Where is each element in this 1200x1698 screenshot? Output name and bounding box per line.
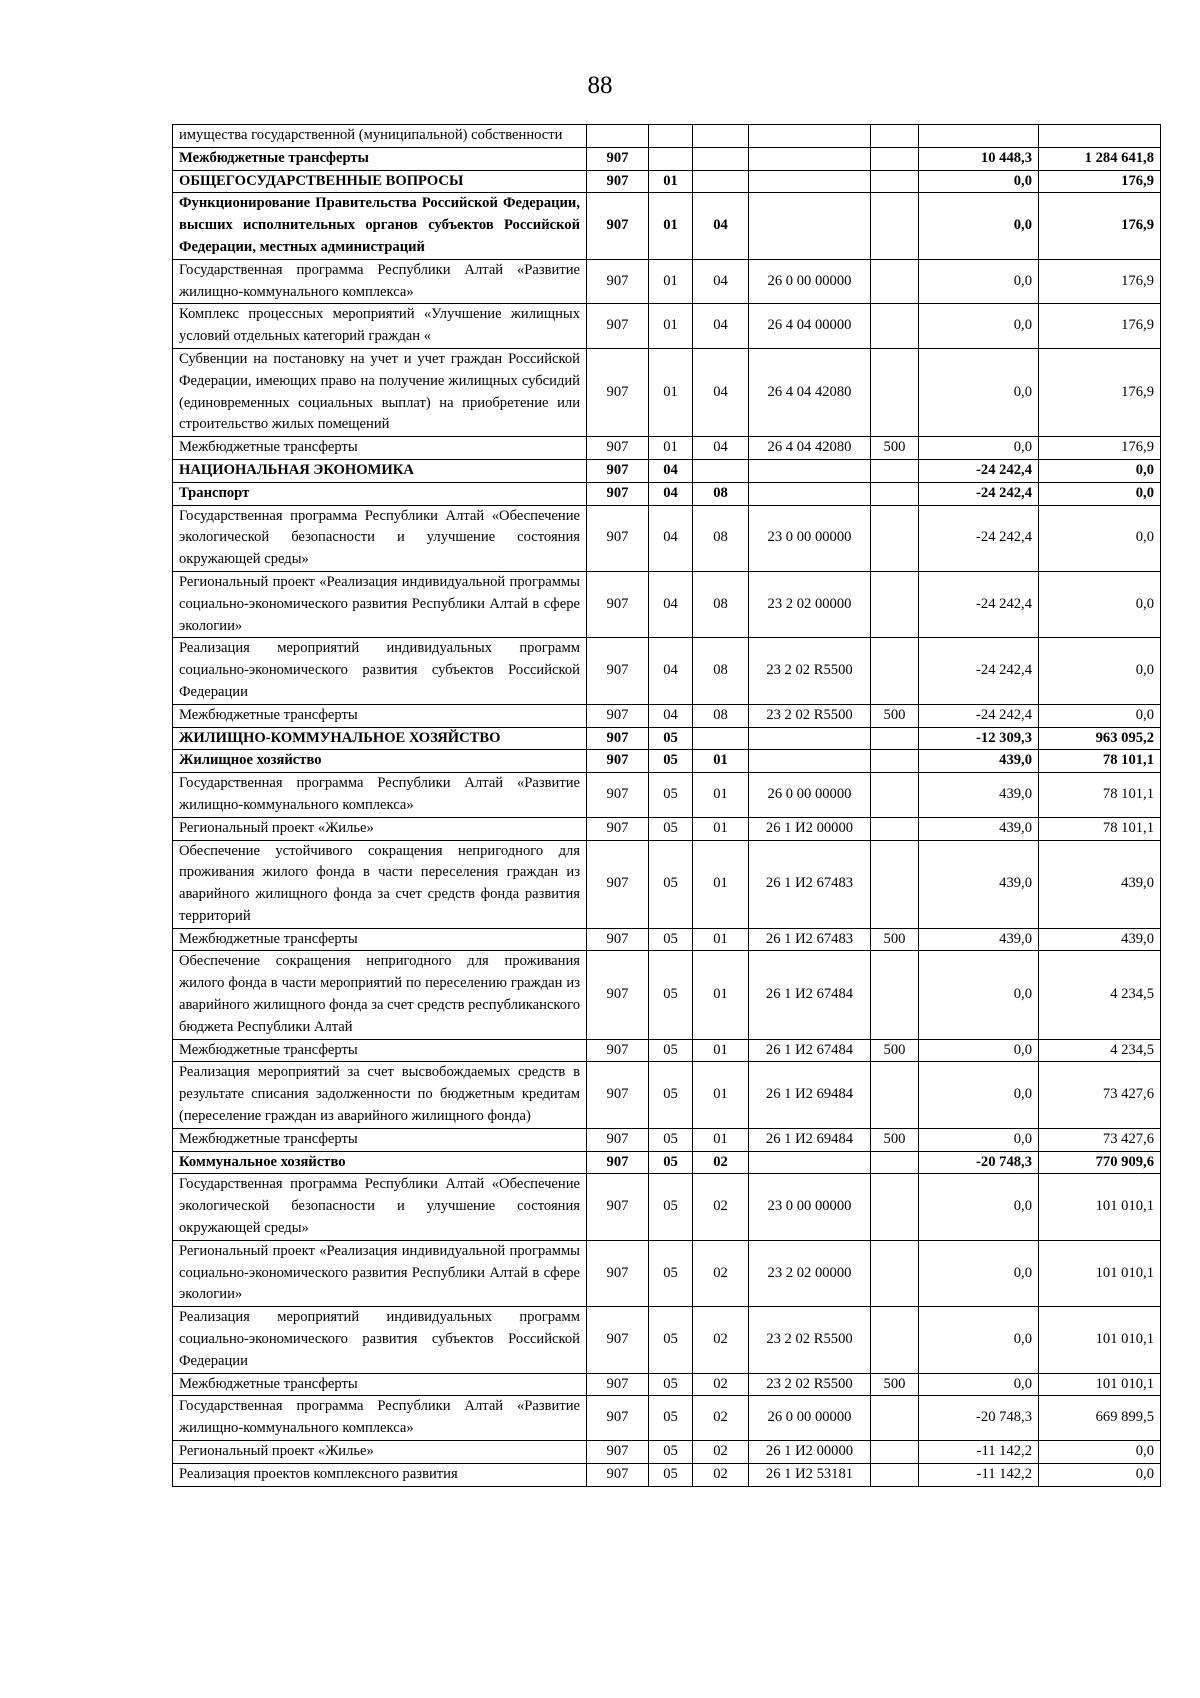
- row-expense-type: [871, 193, 919, 259]
- row-section-code: 05: [649, 727, 693, 750]
- row-section-code: [649, 147, 693, 170]
- row-name: Государственная программа Республики Алтай «Обеспечение экологической безопасности и улучшение состояния окружающей среды»: [173, 505, 587, 571]
- row-subsection-code: 08: [693, 704, 749, 727]
- row-section-code: 04: [649, 482, 693, 505]
- row-sum-2: 176,9: [1039, 259, 1161, 304]
- row-section-code: 01: [649, 259, 693, 304]
- row-sum-2: 176,9: [1039, 437, 1161, 460]
- row-expense-type: [871, 951, 919, 1039]
- row-expense-type: [871, 817, 919, 840]
- row-grbs-code: 907: [587, 304, 649, 349]
- row-sum-2: 78 101,1: [1039, 817, 1161, 840]
- row-grbs-code: 907: [587, 928, 649, 951]
- row-target-article: 23 2 02 00000: [749, 1240, 871, 1306]
- table-row: [173, 147, 1161, 170]
- row-target-article: [749, 750, 871, 773]
- row-grbs-code: 907: [587, 951, 649, 1039]
- row-sum-1: 439,0: [919, 840, 1039, 928]
- table-row: [173, 928, 1161, 951]
- row-name: Реализация мероприятий за счет высвобождаемых средств в результате списания задолженности по бюджетным кредитам (переселение граждан из аварийного жилищного фонда): [173, 1062, 587, 1128]
- row-name: ЖИЛИЩНО-КОММУНАЛЬНОЕ ХОЗЯЙСТВО: [173, 727, 587, 750]
- row-section-code: 05: [649, 750, 693, 773]
- row-name: Региональный проект «Реализация индивидуальной программы социально-экономического развития Республики Алтай в сфере экологии»: [173, 571, 587, 637]
- row-expense-type: [871, 773, 919, 818]
- row-expense-type: [871, 259, 919, 304]
- row-grbs-code: 907: [587, 505, 649, 571]
- row-subsection-code: [693, 125, 749, 148]
- row-sum-2: 101 010,1: [1039, 1307, 1161, 1373]
- row-grbs-code: 907: [587, 571, 649, 637]
- row-section-code: 05: [649, 1062, 693, 1128]
- row-subsection-code: [693, 727, 749, 750]
- row-sum-1: 439,0: [919, 817, 1039, 840]
- row-sum-1: -24 242,4: [919, 482, 1039, 505]
- table-row: [173, 750, 1161, 773]
- row-grbs-code: 907: [587, 727, 649, 750]
- row-name: НАЦИОНАЛЬНАЯ ЭКОНОМИКА: [173, 459, 587, 482]
- row-grbs-code: 907: [587, 170, 649, 193]
- row-grbs-code: 907: [587, 1128, 649, 1151]
- row-sum-1: 439,0: [919, 773, 1039, 818]
- row-subsection-code: 01: [693, 817, 749, 840]
- row-grbs-code: 907: [587, 1441, 649, 1464]
- row-grbs-code: 907: [587, 482, 649, 505]
- table-row: [173, 193, 1161, 259]
- row-subsection-code: 01: [693, 750, 749, 773]
- row-sum-2: 101 010,1: [1039, 1174, 1161, 1240]
- row-sum-2: 0,0: [1039, 505, 1161, 571]
- row-expense-type: [871, 840, 919, 928]
- row-grbs-code: 907: [587, 1463, 649, 1486]
- row-expense-type: [871, 459, 919, 482]
- row-target-article: 26 1 И2 53181: [749, 1463, 871, 1486]
- table-row: [173, 817, 1161, 840]
- row-target-article: 26 1 И2 67484: [749, 951, 871, 1039]
- row-section-code: 04: [649, 704, 693, 727]
- row-subsection-code: 08: [693, 571, 749, 637]
- row-section-code: 05: [649, 1039, 693, 1062]
- table-row: [173, 304, 1161, 349]
- row-expense-type: [871, 1151, 919, 1174]
- row-grbs-code: 907: [587, 704, 649, 727]
- row-target-article: [749, 170, 871, 193]
- row-sum-2: 0,0: [1039, 1463, 1161, 1486]
- row-target-article: 23 2 02 R5500: [749, 638, 871, 704]
- row-target-article: 26 1 И2 00000: [749, 817, 871, 840]
- table-row: [173, 1151, 1161, 1174]
- row-sum-1: 0,0: [919, 1128, 1039, 1151]
- row-section-code: 04: [649, 459, 693, 482]
- table-row: [173, 1463, 1161, 1486]
- row-subsection-code: 08: [693, 482, 749, 505]
- page-number: 88: [587, 72, 613, 99]
- row-sum-1: 0,0: [919, 304, 1039, 349]
- row-subsection-code: 01: [693, 1062, 749, 1128]
- row-grbs-code: 907: [587, 638, 649, 704]
- row-subsection-code: [693, 459, 749, 482]
- row-sum-2: 0,0: [1039, 704, 1161, 727]
- row-name: Межбюджетные трансферты: [173, 704, 587, 727]
- row-section-code: 01: [649, 304, 693, 349]
- row-section-code: 04: [649, 571, 693, 637]
- table-row: [173, 951, 1161, 1039]
- row-subsection-code: 08: [693, 638, 749, 704]
- row-subsection-code: 04: [693, 348, 749, 436]
- row-expense-type: 500: [871, 1128, 919, 1151]
- row-name: Межбюджетные трансферты: [173, 437, 587, 460]
- row-section-code: 05: [649, 1174, 693, 1240]
- row-sum-2: 73 427,6: [1039, 1128, 1161, 1151]
- row-sum-1: 0,0: [919, 437, 1039, 460]
- row-subsection-code: 02: [693, 1307, 749, 1373]
- row-section-code: 05: [649, 1151, 693, 1174]
- row-grbs-code: 907: [587, 750, 649, 773]
- row-grbs-code: 907: [587, 437, 649, 460]
- row-sum-2: 439,0: [1039, 840, 1161, 928]
- row-grbs-code: 907: [587, 840, 649, 928]
- row-target-article: 26 0 00 00000: [749, 259, 871, 304]
- row-target-article: 26 1 И2 67484: [749, 1039, 871, 1062]
- row-name: Реализация проектов комплексного развития: [173, 1463, 587, 1486]
- row-target-article: 26 4 04 42080: [749, 348, 871, 436]
- row-subsection-code: 02: [693, 1463, 749, 1486]
- row-section-code: 05: [649, 1396, 693, 1441]
- row-sum-1: -24 242,4: [919, 505, 1039, 571]
- row-sum-2: 0,0: [1039, 482, 1161, 505]
- table-row: [173, 840, 1161, 928]
- row-section-code: 04: [649, 505, 693, 571]
- row-section-code: 05: [649, 840, 693, 928]
- row-sum-2: 176,9: [1039, 304, 1161, 349]
- row-subsection-code: 01: [693, 951, 749, 1039]
- row-name: Реализация мероприятий индивидуальных программ социально-экономического развития субъектов Российской Федерации: [173, 1307, 587, 1373]
- row-sum-1: 0,0: [919, 1240, 1039, 1306]
- row-target-article: [749, 727, 871, 750]
- row-section-code: 05: [649, 1128, 693, 1151]
- row-expense-type: [871, 304, 919, 349]
- table-row: [173, 1128, 1161, 1151]
- row-target-article: 26 1 И2 69484: [749, 1128, 871, 1151]
- row-name: ОБЩЕГОСУДАРСТВЕННЫЕ ВОПРОСЫ: [173, 170, 587, 193]
- row-sum-2: 963 095,2: [1039, 727, 1161, 750]
- row-target-article: [749, 1151, 871, 1174]
- row-section-code: 05: [649, 773, 693, 818]
- table-row: [173, 773, 1161, 818]
- row-name: Функционирование Правительства Российской Федерации, высших исполнительных органов субъектов Российской Федерации, местных администраций: [173, 193, 587, 259]
- row-section-code: 01: [649, 437, 693, 460]
- row-target-article: [749, 147, 871, 170]
- row-sum-1: 0,0: [919, 1039, 1039, 1062]
- row-subsection-code: [693, 147, 749, 170]
- row-expense-type: [871, 1307, 919, 1373]
- row-target-article: 23 0 00 00000: [749, 1174, 871, 1240]
- row-target-article: 26 1 И2 69484: [749, 1062, 871, 1128]
- row-grbs-code: 907: [587, 1307, 649, 1373]
- row-subsection-code: 02: [693, 1396, 749, 1441]
- row-target-article: 26 4 04 00000: [749, 304, 871, 349]
- row-sum-2: 0,0: [1039, 571, 1161, 637]
- row-sum-1: 439,0: [919, 928, 1039, 951]
- row-expense-type: 500: [871, 1373, 919, 1396]
- row-target-article: [749, 459, 871, 482]
- row-sum-2: 4 234,5: [1039, 1039, 1161, 1062]
- table-row: [173, 125, 1161, 148]
- table-row: [173, 1307, 1161, 1373]
- row-sum-1: 0,0: [919, 1373, 1039, 1396]
- row-expense-type: [871, 571, 919, 637]
- row-sum-1: 0,0: [919, 951, 1039, 1039]
- row-expense-type: [871, 170, 919, 193]
- table-row: [173, 1039, 1161, 1062]
- row-sum-2: [1039, 125, 1161, 148]
- row-target-article: 26 4 04 42080: [749, 437, 871, 460]
- row-grbs-code: 907: [587, 817, 649, 840]
- row-expense-type: [871, 505, 919, 571]
- row-name: Государственная программа Республики Алтай «Обеспечение экологической безопасности и улучшение состояния окружающей среды»: [173, 1174, 587, 1240]
- row-target-article: 23 2 02 R5500: [749, 1307, 871, 1373]
- row-section-code: 01: [649, 193, 693, 259]
- row-grbs-code: 907: [587, 348, 649, 436]
- row-grbs-code: 907: [587, 147, 649, 170]
- row-sum-1: 0,0: [919, 170, 1039, 193]
- row-sum-2: 0,0: [1039, 1441, 1161, 1464]
- row-expense-type: [871, 348, 919, 436]
- table-row: [173, 459, 1161, 482]
- row-subsection-code: 02: [693, 1373, 749, 1396]
- row-grbs-code: 907: [587, 1373, 649, 1396]
- row-sum-2: 439,0: [1039, 928, 1161, 951]
- row-expense-type: 500: [871, 437, 919, 460]
- row-sum-1: -11 142,2: [919, 1441, 1039, 1464]
- row-sum-2: 669 899,5: [1039, 1396, 1161, 1441]
- row-name: Комплекс процессных мероприятий «Улучшение жилищных условий отдельных категорий граждан «: [173, 304, 587, 349]
- row-subsection-code: 01: [693, 773, 749, 818]
- row-expense-type: 500: [871, 1039, 919, 1062]
- row-expense-type: [871, 125, 919, 148]
- table-row: [173, 1174, 1161, 1240]
- row-name: Субвенции на постановку на учет и учет граждан Российской Федерации, имеющих право на получение жилищных субсидий (единовременных социальных выплат) на приобретение или строительство жилых помещений: [173, 348, 587, 436]
- row-sum-2: 73 427,6: [1039, 1062, 1161, 1128]
- row-subsection-code: [693, 170, 749, 193]
- row-grbs-code: 907: [587, 1240, 649, 1306]
- row-grbs-code: [587, 125, 649, 148]
- row-sum-2: 78 101,1: [1039, 750, 1161, 773]
- row-subsection-code: 01: [693, 928, 749, 951]
- row-name: Транспорт: [173, 482, 587, 505]
- row-name: Межбюджетные трансферты: [173, 928, 587, 951]
- row-section-code: 05: [649, 1441, 693, 1464]
- table-row: [173, 259, 1161, 304]
- row-subsection-code: 01: [693, 840, 749, 928]
- row-section-code: [649, 125, 693, 148]
- row-sum-2: 770 909,6: [1039, 1151, 1161, 1174]
- table-row: [173, 1441, 1161, 1464]
- row-sum-2: 101 010,1: [1039, 1240, 1161, 1306]
- row-section-code: 01: [649, 170, 693, 193]
- row-sum-2: 176,9: [1039, 193, 1161, 259]
- table-row: [173, 505, 1161, 571]
- row-section-code: 04: [649, 638, 693, 704]
- row-target-article: 26 0 00 00000: [749, 1396, 871, 1441]
- row-subsection-code: 02: [693, 1151, 749, 1174]
- table-row: [173, 1396, 1161, 1441]
- row-sum-2: 78 101,1: [1039, 773, 1161, 818]
- row-sum-2: 0,0: [1039, 459, 1161, 482]
- row-expense-type: 500: [871, 928, 919, 951]
- row-sum-1: 10 448,3: [919, 147, 1039, 170]
- row-name: Государственная программа Республики Алтай «Развитие жилищно-коммунального комплекса»: [173, 259, 587, 304]
- row-section-code: 05: [649, 1373, 693, 1396]
- row-name: Региональный проект «Жилье»: [173, 817, 587, 840]
- row-name: Коммунальное хозяйство: [173, 1151, 587, 1174]
- row-grbs-code: 907: [587, 1396, 649, 1441]
- row-expense-type: [871, 1062, 919, 1128]
- row-target-article: 23 2 02 R5500: [749, 1373, 871, 1396]
- row-grbs-code: 907: [587, 193, 649, 259]
- row-sum-1: [919, 125, 1039, 148]
- row-name: Государственная программа Республики Алтай «Развитие жилищно-коммунального комплекса»: [173, 773, 587, 818]
- row-expense-type: [871, 1441, 919, 1464]
- row-subsection-code: 02: [693, 1174, 749, 1240]
- row-target-article: 26 1 И2 67483: [749, 840, 871, 928]
- row-name: Межбюджетные трансферты: [173, 1373, 587, 1396]
- row-sum-1: -20 748,3: [919, 1396, 1039, 1441]
- table-row: [173, 437, 1161, 460]
- row-section-code: 05: [649, 928, 693, 951]
- row-section-code: 05: [649, 817, 693, 840]
- row-sum-1: 0,0: [919, 1307, 1039, 1373]
- row-target-article: [749, 125, 871, 148]
- row-expense-type: 500: [871, 704, 919, 727]
- row-sum-1: -20 748,3: [919, 1151, 1039, 1174]
- row-sum-2: 1 284 641,8: [1039, 147, 1161, 170]
- row-expense-type: [871, 750, 919, 773]
- row-name: Межбюджетные трансферты: [173, 1128, 587, 1151]
- row-sum-1: 0,0: [919, 1062, 1039, 1128]
- row-target-article: 26 1 И2 67483: [749, 928, 871, 951]
- budget-table-body: [173, 125, 1161, 1487]
- row-sum-2: 4 234,5: [1039, 951, 1161, 1039]
- row-expense-type: [871, 1174, 919, 1240]
- row-expense-type: [871, 638, 919, 704]
- row-name: Межбюджетные трансферты: [173, 1039, 587, 1062]
- row-sum-1: -11 142,2: [919, 1463, 1039, 1486]
- row-sum-2: 176,9: [1039, 170, 1161, 193]
- row-sum-2: 101 010,1: [1039, 1373, 1161, 1396]
- table-row: [173, 1062, 1161, 1128]
- row-subsection-code: 08: [693, 505, 749, 571]
- row-name: Региональный проект «Реализация индивидуальной программы социально-экономического развития Республики Алтай в сфере экологии»: [173, 1240, 587, 1306]
- table-row: [173, 638, 1161, 704]
- row-expense-type: [871, 1240, 919, 1306]
- row-sum-1: -24 242,4: [919, 571, 1039, 637]
- row-subsection-code: 04: [693, 304, 749, 349]
- row-target-article: 23 0 00 00000: [749, 505, 871, 571]
- row-section-code: 05: [649, 1240, 693, 1306]
- row-name: Жилищное хозяйство: [173, 750, 587, 773]
- row-subsection-code: 04: [693, 259, 749, 304]
- row-sum-1: -24 242,4: [919, 638, 1039, 704]
- row-subsection-code: 02: [693, 1441, 749, 1464]
- row-grbs-code: 907: [587, 1039, 649, 1062]
- row-subsection-code: 04: [693, 437, 749, 460]
- row-sum-1: -12 309,3: [919, 727, 1039, 750]
- row-name: Обеспечение сокращения непригодного для проживания жилого фонда в части мероприятий по переселению граждан из аварийного жилищного фонда за счет средств республиканского бюджета Республики Алтай: [173, 951, 587, 1039]
- row-target-article: 26 1 И2 00000: [749, 1441, 871, 1464]
- row-expense-type: [871, 1396, 919, 1441]
- row-name: Межбюджетные трансферты: [173, 147, 587, 170]
- row-sum-1: -24 242,4: [919, 704, 1039, 727]
- row-name: Региональный проект «Жилье»: [173, 1441, 587, 1464]
- row-subsection-code: 02: [693, 1240, 749, 1306]
- row-subsection-code: 04: [693, 193, 749, 259]
- row-section-code: 01: [649, 348, 693, 436]
- row-name: Реализация мероприятий индивидуальных программ социально-экономического развития субъектов Российской Федерации: [173, 638, 587, 704]
- table-row: [173, 727, 1161, 750]
- table-row: [173, 571, 1161, 637]
- row-sum-1: 0,0: [919, 259, 1039, 304]
- row-sum-1: 0,0: [919, 1174, 1039, 1240]
- row-name: имущества государственной (муниципальной) собственности: [173, 125, 587, 148]
- row-target-article: 23 2 02 00000: [749, 571, 871, 637]
- row-grbs-code: 907: [587, 1062, 649, 1128]
- row-subsection-code: 01: [693, 1039, 749, 1062]
- row-expense-type: [871, 727, 919, 750]
- row-subsection-code: 01: [693, 1128, 749, 1151]
- row-target-article: [749, 193, 871, 259]
- budget-table: [172, 124, 1161, 1487]
- row-sum-1: -24 242,4: [919, 459, 1039, 482]
- row-expense-type: [871, 147, 919, 170]
- table-row: [173, 482, 1161, 505]
- row-target-article: [749, 482, 871, 505]
- row-sum-1: 439,0: [919, 750, 1039, 773]
- table-row: [173, 1373, 1161, 1396]
- table-row: [173, 170, 1161, 193]
- row-expense-type: [871, 482, 919, 505]
- row-target-article: 26 0 00 00000: [749, 773, 871, 818]
- row-grbs-code: 907: [587, 1151, 649, 1174]
- row-name: Государственная программа Республики Алтай «Развитие жилищно-коммунального комплекса»: [173, 1396, 587, 1441]
- table-row: [173, 1240, 1161, 1306]
- row-grbs-code: 907: [587, 259, 649, 304]
- row-grbs-code: 907: [587, 1174, 649, 1240]
- row-sum-1: 0,0: [919, 348, 1039, 436]
- row-section-code: 05: [649, 951, 693, 1039]
- row-section-code: 05: [649, 1307, 693, 1373]
- row-expense-type: [871, 1463, 919, 1486]
- row-grbs-code: 907: [587, 459, 649, 482]
- row-grbs-code: 907: [587, 773, 649, 818]
- row-sum-2: 176,9: [1039, 348, 1161, 436]
- row-section-code: 05: [649, 1463, 693, 1486]
- row-sum-1: 0,0: [919, 193, 1039, 259]
- row-sum-2: 0,0: [1039, 638, 1161, 704]
- row-target-article: 23 2 02 R5500: [749, 704, 871, 727]
- row-name: Обеспечение устойчивого сокращения непригодного для проживания жилого фонда в части переселения граждан из аварийного жилищного фонда за счет средств фонда развития территорий: [173, 840, 587, 928]
- table-row: [173, 704, 1161, 727]
- table-row: [173, 348, 1161, 436]
